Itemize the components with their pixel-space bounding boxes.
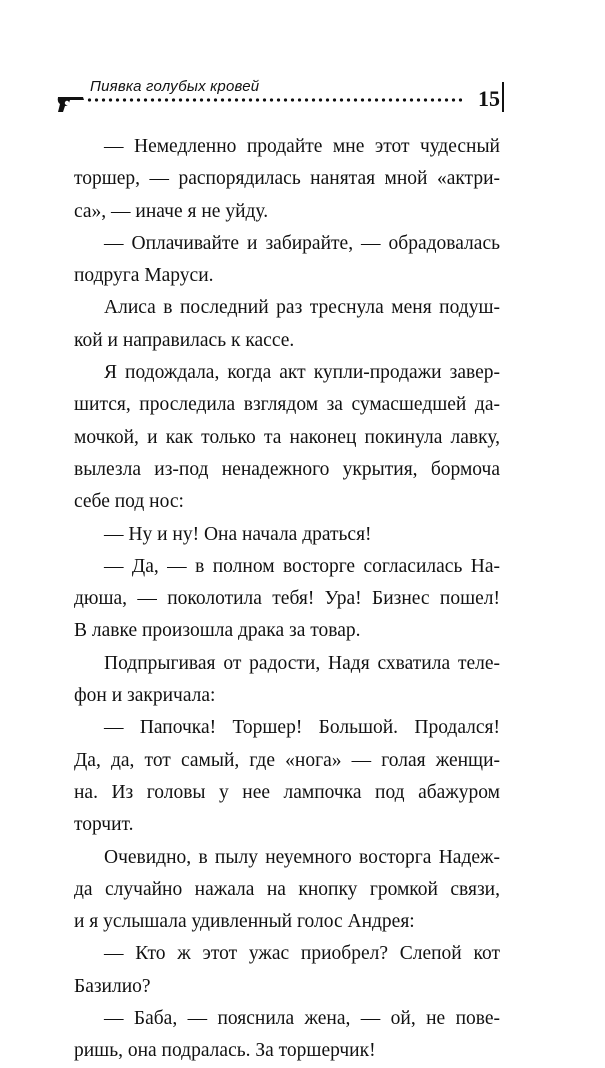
text-line: — Кто ж этот ужас приобрел? Слепой кот: [104, 943, 500, 965]
text-line: Очевидно, в пылу неуемного восторга Надеж-: [104, 846, 500, 868]
text-line: — Папочка! Торшер! Большой. Продался!: [104, 717, 500, 739]
text-line: себе под нос:: [74, 491, 184, 513]
text-line: на. Из головы у нее лампочка под абажуром: [74, 781, 500, 803]
text-line: — Баба, — пояснила жена, — ой, не пове-: [104, 1008, 500, 1030]
revolver-icon: [56, 94, 86, 114]
body-text: [74, 131, 500, 1068]
page-number-rule: [502, 82, 504, 112]
text-line: В лавке произошла драка за товар.: [74, 620, 361, 642]
text-line: — Оплачивайте и забирайте, — обрадовалась: [104, 232, 500, 254]
text-line: шится, проследила взглядом за сумасшедшей да-: [74, 394, 500, 416]
text-line: ришь, она подралась. За торшерчик!: [74, 1040, 376, 1062]
running-header: [56, 78, 506, 122]
text-line: да случайно нажала на кнопку громкой связи,: [74, 878, 500, 900]
text-line: и я услышала удивленный голос Андрея:: [74, 911, 415, 933]
text-line: подруга Маруси.: [74, 265, 214, 287]
text-line: Я подождала, когда акт купли-продажи завер-: [104, 362, 500, 384]
text-line: Подпрыгивая от радости, Надя схватила теле-: [104, 652, 500, 674]
text-line: — Немедленно продайте мне этот чудесный: [104, 136, 500, 157]
text-line: дюша, — поколотила тебя! Ура! Бизнес пошел!: [74, 588, 500, 610]
dotted-leader: [86, 98, 462, 102]
page-number: 15: [478, 86, 500, 111]
text-line: фон и закричала:: [74, 685, 216, 707]
text-line: торчит.: [74, 814, 134, 836]
text-line: — Да, — в полном восторге согласилась На-: [104, 555, 500, 577]
text-line: Алиса в последний раз треснула меня подуш-: [104, 297, 500, 319]
text-line: торшер, — распорядилась нанятая мной «актри-: [74, 168, 500, 190]
text-line: Да, да, тот самый, где «нога» — голая женщи-: [74, 749, 500, 771]
text-line: кой и направилась к кассе.: [74, 329, 295, 351]
text-line: вылезла из-под ненадежного укрытия, бормоча: [74, 458, 500, 480]
text-line: Базилио?: [74, 975, 151, 997]
running-title: Пиявка голубых кровей: [90, 78, 260, 95]
text-line: са», — иначе я не уйду.: [74, 200, 269, 222]
text-line: мочкой, и как только та наконец покинула лавку,: [74, 426, 500, 448]
text-line: — Ну и ну! Она начала драться!: [104, 523, 372, 545]
